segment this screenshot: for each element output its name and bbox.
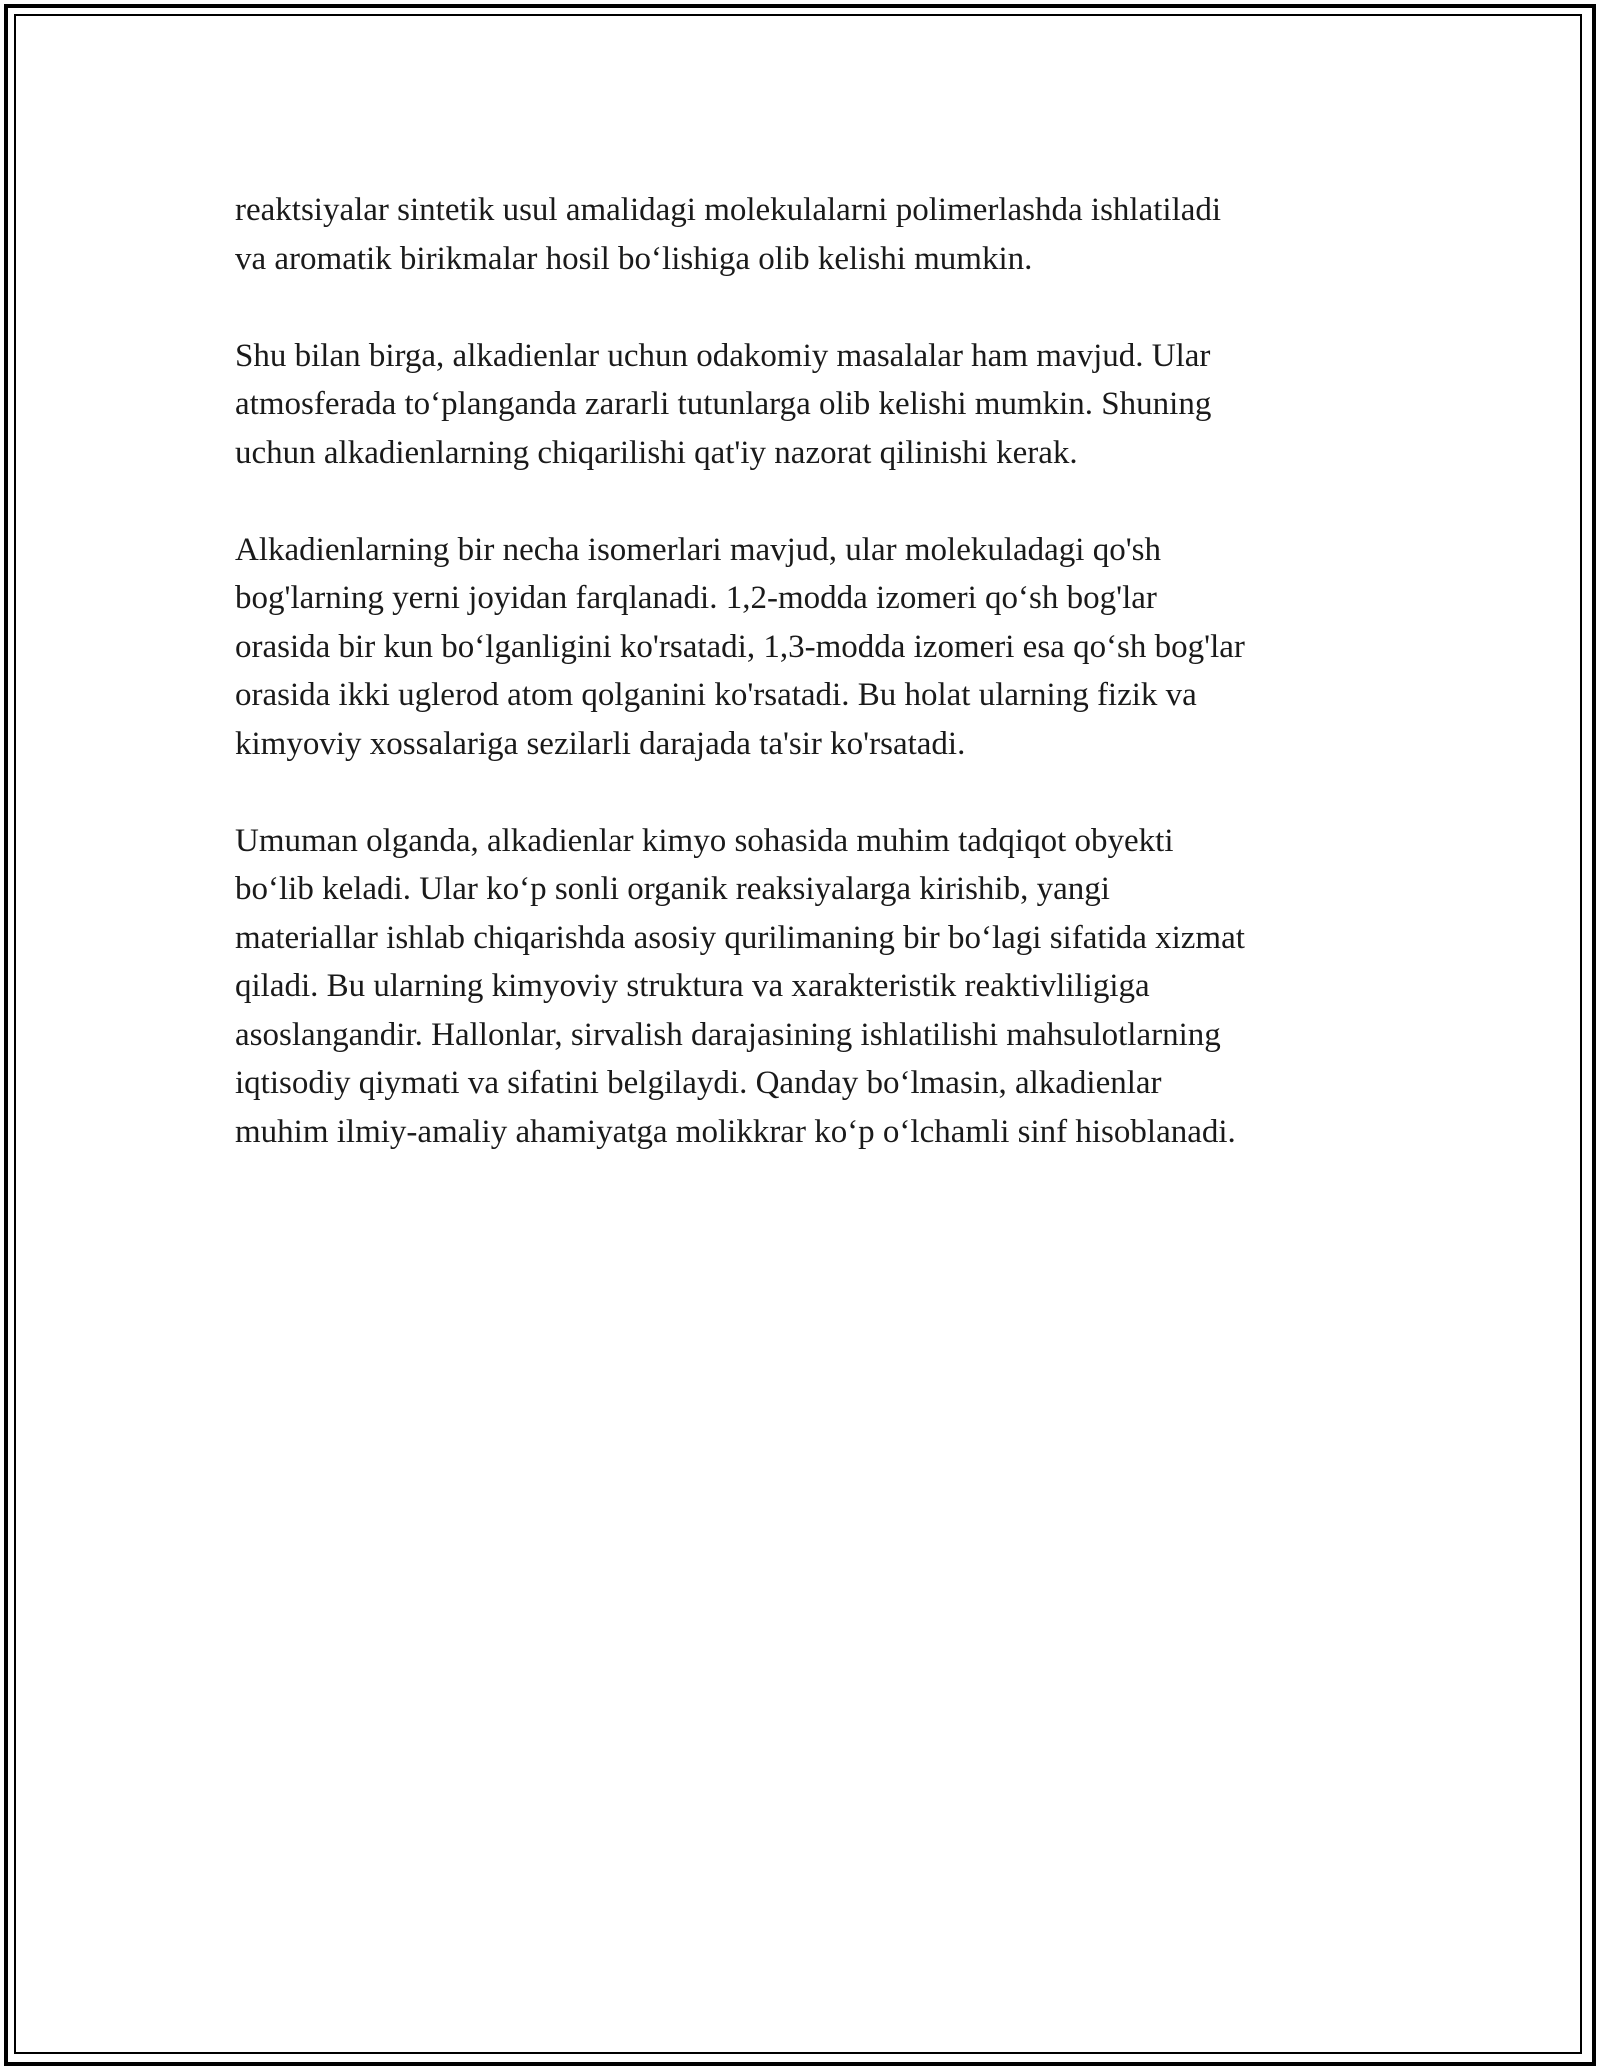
text-line: muhim ilmiy-amaliy ahamiyatga molikkrar ko‘p o‘lchamli sinf hisoblanadi. [235, 1113, 1236, 1150]
text-line: qiladi. Bu ularning kimyoviy struktura va xarakteristik reaktivliligiga [235, 968, 1150, 1004]
text-line: atmosferada to‘planganda zararli tutunlarga olib kelishi mumkin. Shuning [235, 386, 1212, 422]
text-line: reaktsiyalar sintetik usul amalidagi molekulalarni polimerlashda ishlatiladi [235, 192, 1222, 228]
text-line: va aromatik birikmalar hosil bo‘lishiga olib kelishi mumkin. [235, 240, 1033, 277]
text-line: iqtisodiy qiymati va sifatini belgilaydi. Qanday bo‘lmasin, alkadienlar [235, 1065, 1162, 1101]
text-line: Alkadienlarning bir necha isomerlari mavjud, ular molekuladagi qo'sh [235, 531, 1162, 568]
text-line: materiallar ishlab chiqarishda asosiy qurilimaning bir bo‘lagi sifatida xizmat [235, 919, 1245, 956]
text-line: Shu bilan birga, alkadienlar uchun odakomiy masalalar ham mavjud. Ular [235, 337, 1211, 374]
paragraph-1 [235, 186, 1365, 283]
paragraph-4 [235, 817, 1365, 1157]
text-line: uchun alkadienlarning chiqarilishi qat'iy nazorat qilinishi kerak. [235, 434, 1078, 471]
text-line: kimyoviy xossalariga sezilarli darajada ta'sir ko'rsatadi. [235, 725, 966, 762]
paragraph-2 [235, 332, 1365, 478]
text-line: orasida ikki uglerod atom qolganini ko'rsatadi. Bu holat ularning fizik va [235, 677, 1197, 713]
paragraph-3 [235, 526, 1365, 769]
text-line: orasida bir kun bo‘lganligini ko'rsatadi, 1,3-modda izomeri esa qo‘sh bog'lar [235, 628, 1245, 665]
text-line: asoslangandir. Hallonlar, sirvalish darajasining ishlatilishi mahsulotlarning [235, 1016, 1221, 1053]
text-line: bo‘lib keladi. Ular ko‘p sonli organik reaksiyalarga kirishib, yangi [235, 871, 1110, 907]
document-body [235, 186, 1365, 1205]
text-line: Umuman olganda, alkadienlar kimyo sohasida muhim tadqiqot obyekti [235, 822, 1174, 859]
text-line: bog'larning yerni joyidan farqlanadi. 1,2-modda izomeri qo‘sh bog'lar [235, 580, 1157, 616]
